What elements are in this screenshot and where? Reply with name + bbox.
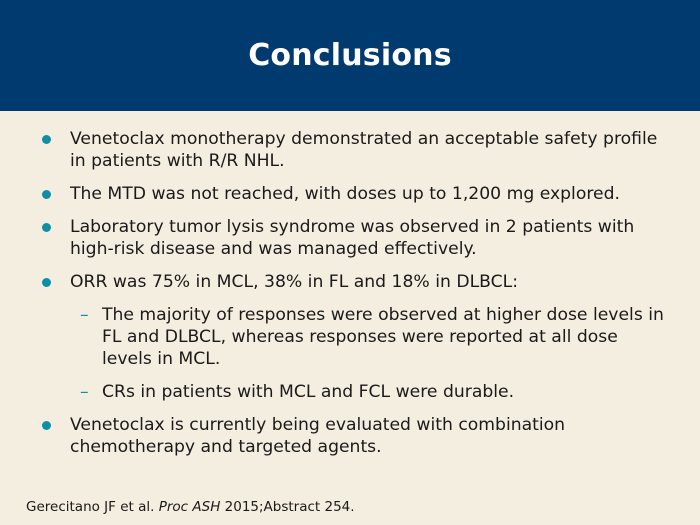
bullet-item xyxy=(40,271,670,293)
bullet-text: Laboratory tumor lysis syndrome was observed in 2 patients with high-risk disease and was managed effectively. xyxy=(70,217,635,259)
citation-journal: Proc ASH xyxy=(158,499,221,515)
slide-title: Conclusions xyxy=(248,38,452,73)
citation-details: 2015;Abstract 254. xyxy=(220,499,355,515)
citation xyxy=(26,499,355,515)
title-bar xyxy=(0,0,700,111)
bullet-list xyxy=(40,128,670,469)
sub-bullet-item xyxy=(40,381,670,403)
bullet-dot-icon xyxy=(42,190,51,199)
bullet-item xyxy=(40,414,670,458)
bullet-item xyxy=(40,183,670,205)
sub-bullet-text: CRs in patients with MCL and FCL were durable. xyxy=(102,382,515,402)
dash-icon: – xyxy=(80,382,89,402)
dash-icon: – xyxy=(80,305,89,325)
bullet-dot-icon xyxy=(42,135,51,144)
bullet-text: The MTD was not reached, with doses up to 1,200 mg explored. xyxy=(70,184,620,204)
bullet-text: ORR was 75% in MCL, 38% in FL and 18% in DLBCL: xyxy=(70,272,518,292)
bullet-text: Venetoclax is currently being evaluated with combination chemotherapy and targeted agents. xyxy=(70,415,566,457)
bullet-item xyxy=(40,128,670,172)
bullet-item xyxy=(40,216,670,260)
bullet-dot-icon xyxy=(42,223,51,232)
bullet-dot-icon xyxy=(42,421,51,430)
sub-bullet-text: The majority of responses were observed at higher dose levels in FL and DLBCL, whereas responses were reported at all dose levels in MCL. xyxy=(102,305,664,369)
citation-authors: Gerecitano JF et al. xyxy=(26,499,159,515)
sub-bullet-item xyxy=(40,304,670,370)
bullet-text: Venetoclax monotherapy demonstrated an acceptable safety profile in patients with R/R NHL. xyxy=(70,129,658,171)
bullet-dot-icon xyxy=(42,278,51,287)
